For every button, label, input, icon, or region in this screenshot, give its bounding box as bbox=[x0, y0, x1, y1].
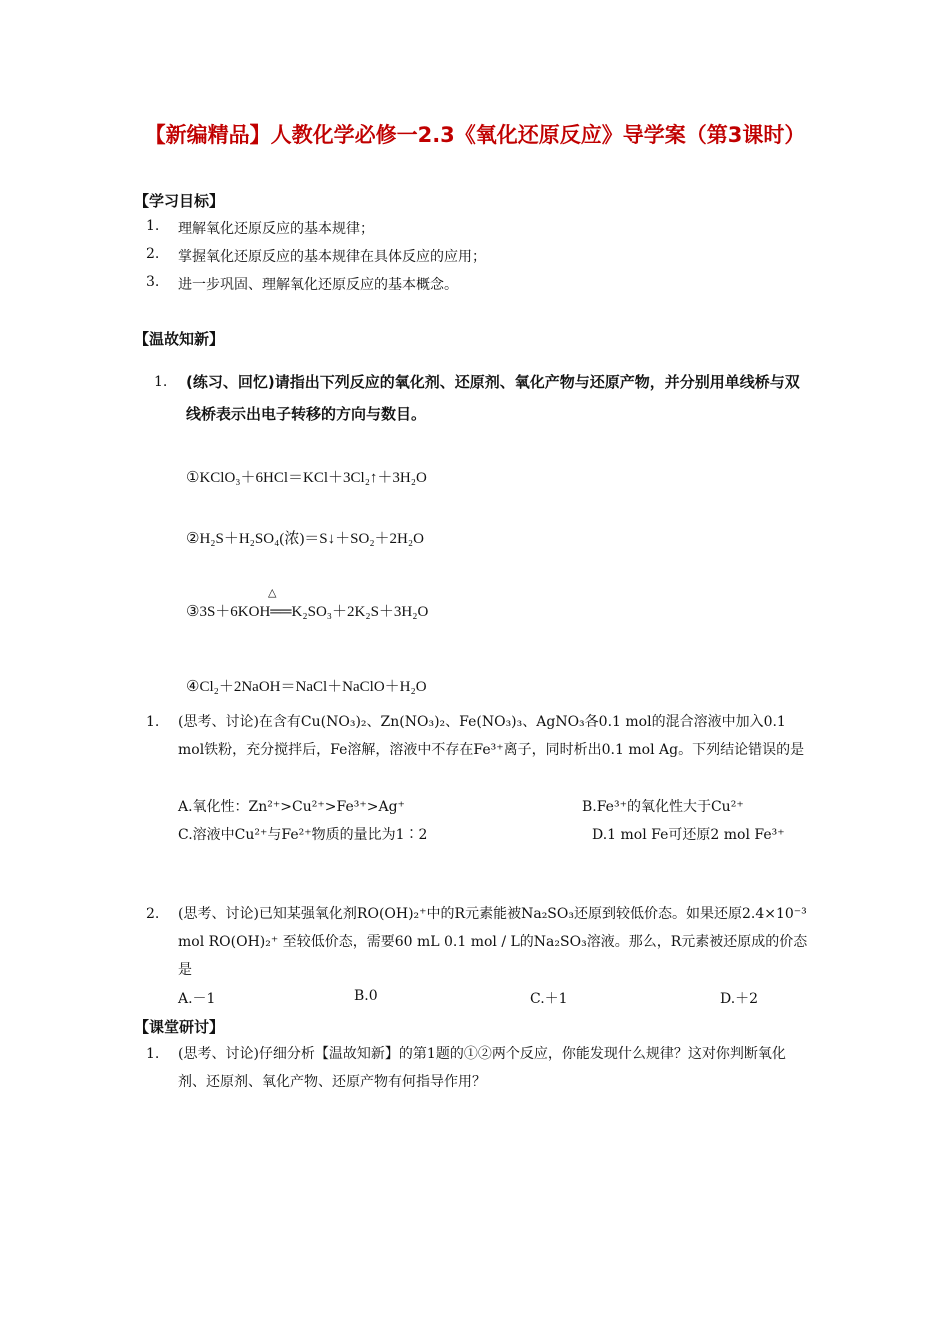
option-d: D.1 mol Fe可还原2 mol Fe³⁺ bbox=[592, 827, 785, 843]
question-number: 1. bbox=[154, 374, 168, 390]
question-number: 1. bbox=[146, 714, 160, 730]
question-text: (思考、讨论)在含有Cu(NO₃)₂、Zn(NO₃)₂、Fe(NO₃)₃、AgNO₃各0.1 mol的混合溶液中加入0.1 mol铁粉，充分搅拌后，Fe溶解，溶液中不存在Fe³⁺离子，同时析出0.1 mol Ag。下列结论错误的是 bbox=[178, 714, 805, 758]
option-d: D.＋2 bbox=[720, 991, 759, 1007]
section-heading-class: 【课堂研讨】 bbox=[134, 1018, 225, 1036]
goal-number: 2. bbox=[146, 246, 160, 262]
question-number: 2. bbox=[146, 906, 160, 922]
option-c: C.＋1 bbox=[530, 991, 568, 1007]
question-text: (思考、讨论)仔细分析【温故知新】的第1题的①②两个反应，你能发现什么规律？这对你判断氧化剂、还原剂、氧化产物、还原产物有何指导作用？ bbox=[178, 1046, 786, 1090]
option-a: A.氧化性：Zn²⁺>Cu²⁺>Fe³⁺>Ag⁺ bbox=[178, 799, 405, 815]
equation-4: ④Cl₂＋2NaOH＝NaCl＋NaClO＋H₂O bbox=[186, 679, 427, 695]
goal-text: 理解氧化还原反应的基本规律； bbox=[178, 221, 374, 237]
option-c: C.溶液中Cu²⁺与Fe²⁺物质的量比为1∶2 bbox=[178, 827, 428, 843]
heat-symbol: △ bbox=[268, 586, 277, 599]
equation-3-text: ③3S＋6KOH══K₂SO₃＋2K₂S＋3H₂O bbox=[186, 604, 429, 620]
goal-text: 进一步巩固、理解氧化还原反应的基本概念。 bbox=[178, 277, 458, 293]
question-text: (思考、讨论)已知某强氧化剂RO(OH)₂⁺中的R元素能被Na₂SO₃还原到较低价态。如果还原2.4×10⁻³ mol RO(OH)₂⁺ 至较低价态，需要60 mL 0.1 mol / L的Na₂SO₃溶液。那么，R元素被还原成的价态是 bbox=[178, 906, 808, 978]
section-heading-review: 【温故知新】 bbox=[134, 330, 225, 348]
option-a: A.－1 bbox=[178, 991, 216, 1007]
question-text: (练习、回忆)请指出下列反应的氧化剂、还原剂、氧化产物与还原产物，并分别用单线桥与双线桥表示出电子转移的方向与数目。 bbox=[186, 373, 800, 423]
goal-number: 1. bbox=[146, 218, 160, 234]
document-title: 【新编精品】人教化学必修一2.3《氧化还原反应》导学案（第3课时） bbox=[144, 123, 806, 147]
equation-1: ①KClO₃＋6HCl＝KCl＋3Cl₂↑＋3H₂O bbox=[186, 470, 427, 486]
question-number: 1. bbox=[146, 1046, 160, 1062]
option-b: B.Fe³⁺的氧化性大于Cu²⁺ bbox=[582, 799, 744, 815]
equation-3 bbox=[186, 600, 428, 621]
section-heading-goals: 【学习目标】 bbox=[134, 192, 225, 210]
option-b: B.0 bbox=[354, 988, 378, 1004]
goal-text: 掌握氧化还原反应的基本规律在具体反应的应用； bbox=[178, 249, 486, 265]
equation-2: ②H₂S＋H₂SO₄(浓)＝S↓＋SO₂＋2H₂O bbox=[186, 531, 424, 547]
goal-number: 3. bbox=[146, 274, 160, 290]
